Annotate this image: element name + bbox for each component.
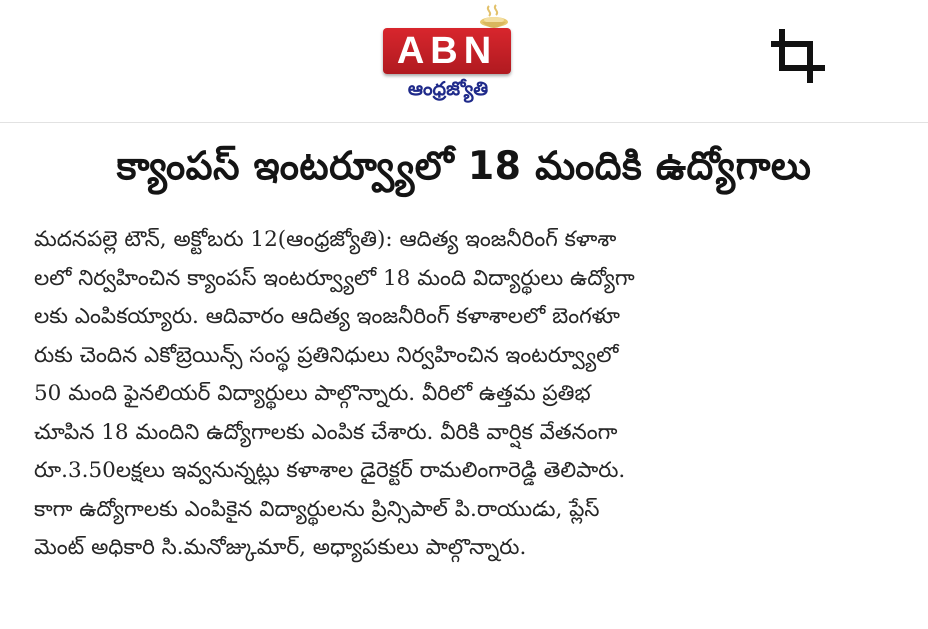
news-article <box>0 123 928 629</box>
article-body-line: రుకు చెందిన ఎకోబ్రెయిన్స్ సంస్థ ప్రతినిధులు నిర్వహించిన ఇంటర్వ్యూలో <box>34 342 619 368</box>
article-body-line: మెంట్ అధికారి సి.మనోజ్కుమార్, అధ్యాపకులు పాల్గొన్నారు. <box>34 535 527 560</box>
article-body <box>34 221 864 568</box>
article-body-line: లలో నిర్వహించిన క్యాంపస్ ఇంటర్వ్యూలో 18 మంది విద్యార్థులు ఉద్యోగా <box>34 265 635 291</box>
article-body-line: మదనపల్లె టౌన్, అక్టోబరు 12(ఆంధ్రజ్యోతి): ఆదిత్య ఇంజనీరింగ్ కళాశా <box>34 227 617 252</box>
app-header <box>0 0 928 122</box>
abn-andhrajyothy-logo <box>381 4 531 110</box>
logo-brand-box <box>383 28 511 74</box>
crop-icon[interactable] <box>770 28 826 84</box>
article-body-line: కాగా ఉద్యోగాలకు ఎంపికైన విద్యార్థులను ప్రిన్సిపాల్ పి.రాయుడు, ప్లేస్ <box>34 496 600 522</box>
article-body-line: చూపిన 18 మందిని ఉద్యోగాలకు ఎంపిక చేశారు. వీరికి వార్షిక వేతనంగా <box>34 419 618 445</box>
article-body-line: రూ.3.50లక్షలు ఇవ్వనున్నట్లు కళాశాల డైరెక్టర్ రామలింగారెడ్డి తెలిపారు. <box>34 458 626 483</box>
logo-subtitle: ఆంధ్రజ్యోతి <box>407 78 489 100</box>
article-body-line: 50 మంది ఫైనలియర్ విద్యార్థులు పాల్గొన్నారు. వీరిలో ఉత్తమ ప్రతిభ <box>34 381 591 406</box>
logo-brand-text: ABN <box>396 30 498 72</box>
article-headline: క్యాంపస్ ఇంటర్వ్యూలో 18 మందికి ఉద్యోగాలు <box>116 144 812 189</box>
article-body-line: లకు ఎంపికయ్యారు. ఆదివారం ఆదిత్య ఇంజనీరింగ్ కళాశాలలో బెంగళూ <box>34 304 620 329</box>
